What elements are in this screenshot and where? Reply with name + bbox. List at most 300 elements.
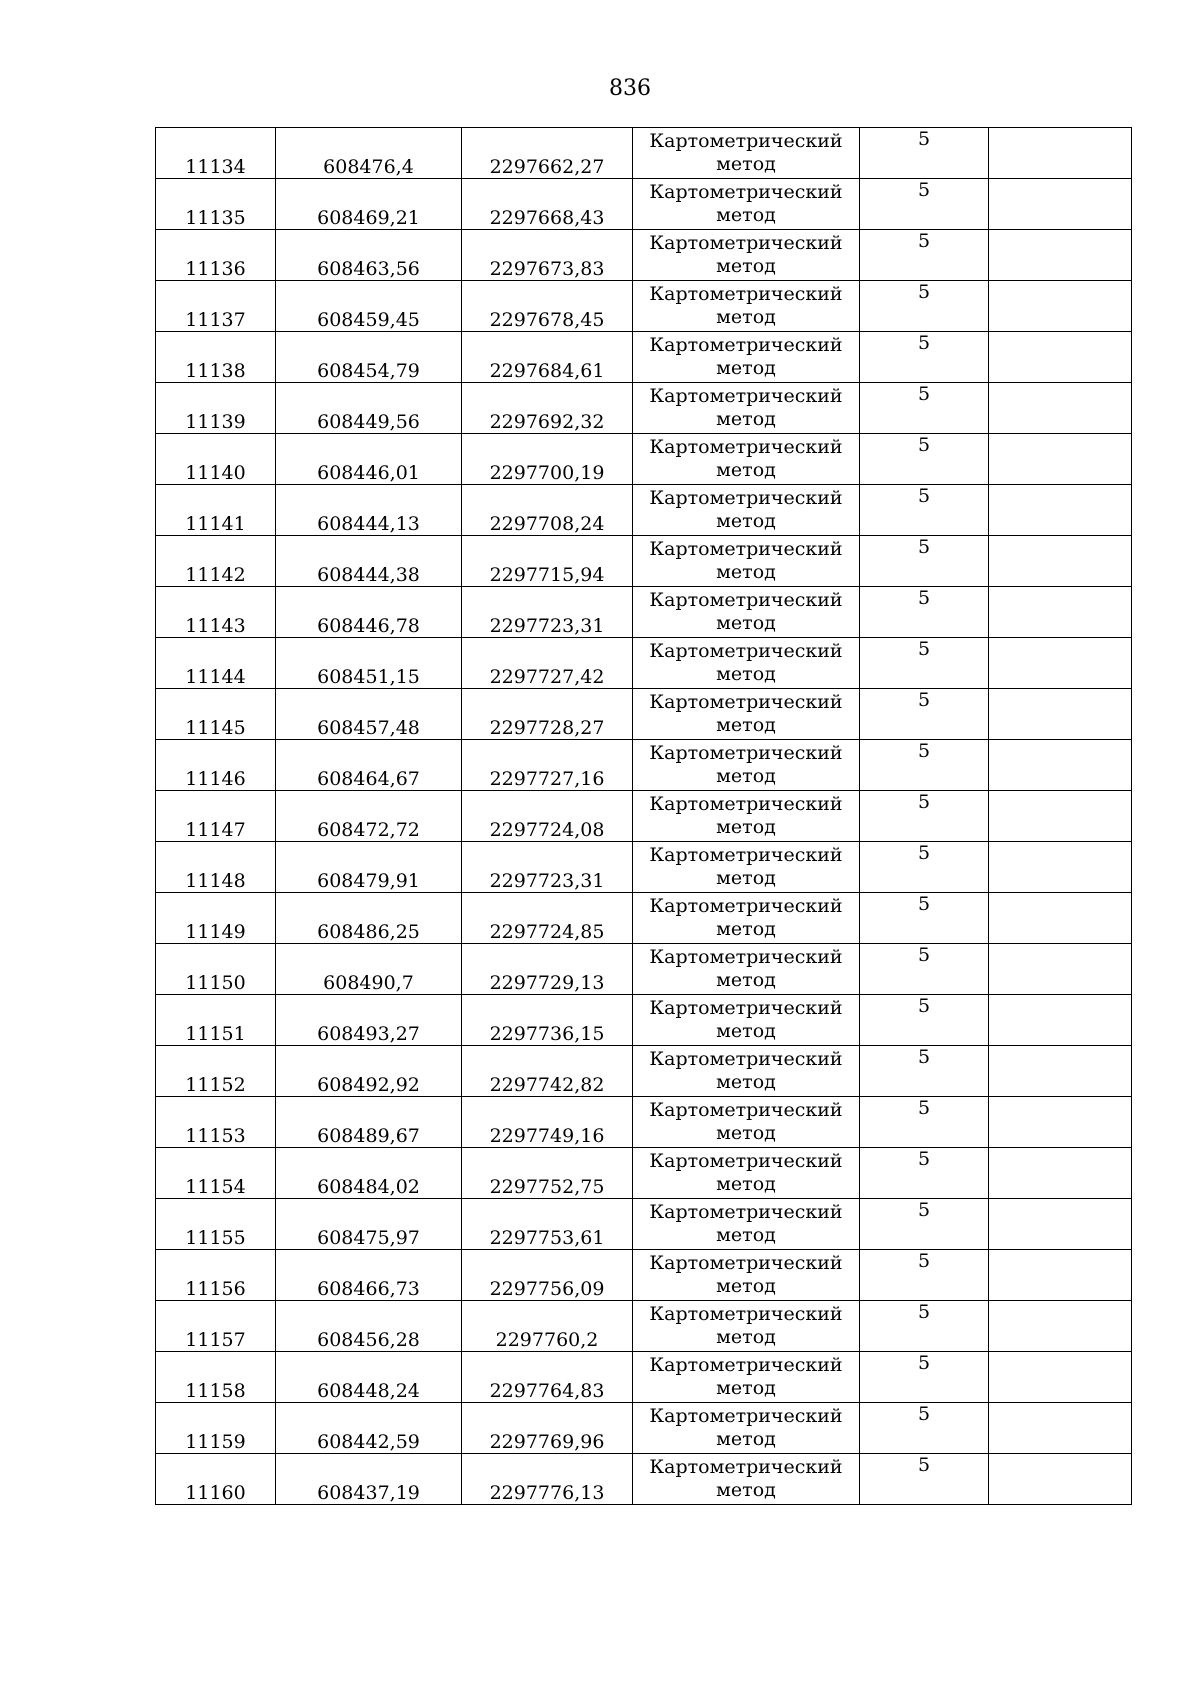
x-coordinate-cell: [276, 1403, 462, 1454]
table-row: [156, 536, 1132, 587]
table-row: [156, 1454, 1132, 1505]
method-label-line1: Картометрический: [649, 538, 843, 560]
method-cell: [633, 1454, 860, 1505]
point-id-cell: [156, 128, 276, 179]
y-coordinate-value: 2297715,94: [489, 564, 605, 586]
accuracy-cell: [860, 638, 989, 689]
extra-cell: [989, 485, 1132, 536]
method-label-line2: метод: [716, 1071, 776, 1093]
accuracy-value: 5: [917, 230, 931, 252]
accuracy-cell: [860, 791, 989, 842]
y-coordinate-cell: [462, 1454, 633, 1505]
method-cell: [633, 944, 860, 995]
table-row: [156, 1352, 1132, 1403]
method-cell: [633, 587, 860, 638]
method-label-line1: Картометрический: [649, 1048, 843, 1070]
y-coordinate-cell: [462, 1148, 633, 1199]
accuracy-cell: [860, 995, 989, 1046]
method-label-line2: метод: [716, 510, 776, 532]
x-coordinate-value: 608444,13: [317, 513, 420, 535]
method-label-line1: Картометрический: [649, 1456, 843, 1478]
table-row: [156, 281, 1132, 332]
x-coordinate-cell: [276, 944, 462, 995]
x-coordinate-cell: [276, 638, 462, 689]
y-coordinate-cell: [462, 893, 633, 944]
extra-cell: [989, 230, 1132, 281]
x-coordinate-value: 608475,97: [317, 1227, 420, 1249]
method-label-line1: Картометрический: [649, 742, 843, 764]
y-coordinate-cell: [462, 230, 633, 281]
table-row: [156, 383, 1132, 434]
y-coordinate-value: 2297764,83: [489, 1380, 605, 1402]
method-cell: [633, 1250, 860, 1301]
method-cell: [633, 434, 860, 485]
point-id-value: 11142: [185, 564, 246, 586]
point-id-cell: [156, 179, 276, 230]
extra-cell: [989, 1199, 1132, 1250]
accuracy-cell: [860, 128, 989, 179]
accuracy-value: 5: [917, 485, 931, 507]
method-label-line1: Картометрический: [649, 334, 843, 356]
extra-cell: [989, 1046, 1132, 1097]
point-id-cell: [156, 536, 276, 587]
method-cell: [633, 1352, 860, 1403]
y-coordinate-value: 2297727,16: [489, 768, 605, 790]
extra-cell: [989, 638, 1132, 689]
y-coordinate-cell: [462, 332, 633, 383]
x-coordinate-cell: [276, 1301, 462, 1352]
method-cell: [633, 1097, 860, 1148]
accuracy-value: 5: [917, 740, 931, 762]
point-id-cell: [156, 434, 276, 485]
y-coordinate-cell: [462, 1097, 633, 1148]
x-coordinate-value: 608457,48: [317, 717, 420, 739]
x-coordinate-cell: [276, 128, 462, 179]
x-coordinate-cell: [276, 995, 462, 1046]
point-id-value: 11145: [185, 717, 246, 739]
x-coordinate-value: 608484,02: [317, 1176, 420, 1198]
point-id-value: 11156: [185, 1278, 246, 1300]
point-id-cell: [156, 842, 276, 893]
method-cell: [633, 1148, 860, 1199]
accuracy-cell: [860, 842, 989, 893]
x-coordinate-cell: [276, 536, 462, 587]
extra-cell: [989, 179, 1132, 230]
accuracy-value: 5: [917, 1352, 931, 1374]
method-cell: [633, 638, 860, 689]
y-coordinate-cell: [462, 842, 633, 893]
x-coordinate-value: 608489,67: [317, 1125, 420, 1147]
method-cell: [633, 1301, 860, 1352]
accuracy-cell: [860, 383, 989, 434]
method-label-line1: Картометрический: [649, 1354, 843, 1376]
method-cell: [633, 1403, 860, 1454]
accuracy-value: 5: [917, 281, 931, 303]
point-id-value: 11153: [185, 1125, 246, 1147]
method-label-line2: метод: [716, 1224, 776, 1246]
point-id-value: 11159: [185, 1431, 246, 1453]
x-coordinate-cell: [276, 587, 462, 638]
y-coordinate-value: 2297760,2: [495, 1329, 599, 1351]
method-label-line2: метод: [716, 1428, 776, 1450]
method-label-line1: Картометрический: [649, 283, 843, 305]
x-coordinate-cell: [276, 1097, 462, 1148]
accuracy-value: 5: [917, 1199, 931, 1221]
extra-cell: [989, 995, 1132, 1046]
accuracy-cell: [860, 1301, 989, 1352]
point-id-value: 11154: [185, 1176, 246, 1198]
accuracy-value: 5: [917, 893, 931, 915]
accuracy-value: 5: [917, 1301, 931, 1323]
method-label-line1: Картометрический: [649, 1405, 843, 1427]
extra-cell: [989, 587, 1132, 638]
method-label-line2: метод: [716, 1377, 776, 1399]
method-label-line1: Картометрический: [649, 997, 843, 1019]
point-id-cell: [156, 1097, 276, 1148]
table-row: [156, 689, 1132, 740]
y-coordinate-value: 2297753,61: [489, 1227, 605, 1249]
method-cell: [633, 1046, 860, 1097]
accuracy-value: 5: [917, 1097, 931, 1119]
method-label-line2: метод: [716, 255, 776, 277]
x-coordinate-value: 608466,73: [317, 1278, 420, 1300]
extra-cell: [989, 1403, 1132, 1454]
y-coordinate-cell: [462, 1403, 633, 1454]
x-coordinate-cell: [276, 485, 462, 536]
y-coordinate-value: 2297736,15: [489, 1023, 605, 1045]
accuracy-value: 5: [917, 1046, 931, 1068]
accuracy-value: 5: [917, 128, 931, 150]
point-id-value: 11157: [185, 1329, 246, 1351]
method-cell: [633, 179, 860, 230]
accuracy-cell: [860, 332, 989, 383]
method-cell: [633, 536, 860, 587]
point-id-cell: [156, 791, 276, 842]
y-coordinate-value: 2297776,13: [489, 1482, 605, 1504]
method-cell: [633, 740, 860, 791]
method-label-line2: метод: [716, 1326, 776, 1348]
method-label-line2: метод: [716, 459, 776, 481]
x-coordinate-value: 608492,92: [317, 1074, 420, 1096]
y-coordinate-cell: [462, 383, 633, 434]
x-coordinate-value: 608442,59: [317, 1431, 420, 1453]
method-label-line2: метод: [716, 1173, 776, 1195]
extra-cell: [989, 944, 1132, 995]
coordinates-table-body: [156, 128, 1132, 1505]
y-coordinate-cell: [462, 179, 633, 230]
method-cell: [633, 842, 860, 893]
point-id-value: 11144: [185, 666, 246, 688]
point-id-value: 11134: [185, 156, 246, 178]
method-cell: [633, 689, 860, 740]
accuracy-value: 5: [917, 944, 931, 966]
table-row: [156, 995, 1132, 1046]
point-id-value: 11146: [185, 768, 246, 790]
method-label-line1: Картометрический: [649, 1150, 843, 1172]
table-row: [156, 638, 1132, 689]
accuracy-cell: [860, 179, 989, 230]
x-coordinate-cell: [276, 791, 462, 842]
x-coordinate-value: 608454,79: [317, 360, 420, 382]
y-coordinate-value: 2297723,31: [489, 615, 605, 637]
method-label-line1: Картометрический: [649, 181, 843, 203]
method-label-line1: Картометрический: [649, 844, 843, 866]
method-cell: [633, 128, 860, 179]
method-cell: [633, 893, 860, 944]
method-cell: [633, 995, 860, 1046]
y-coordinate-value: 2297662,27: [489, 156, 605, 178]
method-label-line2: метод: [716, 1275, 776, 1297]
accuracy-cell: [860, 1046, 989, 1097]
point-id-cell: [156, 893, 276, 944]
x-coordinate-cell: [276, 281, 462, 332]
table-row: [156, 587, 1132, 638]
point-id-cell: [156, 332, 276, 383]
method-cell: [633, 1199, 860, 1250]
y-coordinate-cell: [462, 1301, 633, 1352]
point-id-cell: [156, 1301, 276, 1352]
extra-cell: [989, 893, 1132, 944]
x-coordinate-cell: [276, 842, 462, 893]
method-label-line1: Картометрический: [649, 130, 843, 152]
method-label-line2: метод: [716, 408, 776, 430]
accuracy-cell: [860, 1199, 989, 1250]
accuracy-cell: [860, 1250, 989, 1301]
accuracy-value: 5: [917, 1250, 931, 1272]
point-id-value: 11137: [185, 309, 246, 331]
accuracy-value: 5: [917, 689, 931, 711]
accuracy-value: 5: [917, 1403, 931, 1425]
point-id-cell: [156, 383, 276, 434]
method-label-line2: метод: [716, 612, 776, 634]
accuracy-value: 5: [917, 536, 931, 558]
accuracy-cell: [860, 230, 989, 281]
x-coordinate-cell: [276, 689, 462, 740]
point-id-cell: [156, 944, 276, 995]
point-id-cell: [156, 1148, 276, 1199]
y-coordinate-cell: [462, 587, 633, 638]
x-coordinate-cell: [276, 893, 462, 944]
method-label-line1: Картометрический: [649, 640, 843, 662]
table-row: [156, 1046, 1132, 1097]
x-coordinate-cell: [276, 740, 462, 791]
x-coordinate-value: 608446,78: [317, 615, 420, 637]
point-id-value: 11160: [185, 1482, 246, 1504]
table-row: [156, 791, 1132, 842]
accuracy-cell: [860, 1454, 989, 1505]
x-coordinate-cell: [276, 332, 462, 383]
method-label-line2: метод: [716, 714, 776, 736]
y-coordinate-cell: [462, 689, 633, 740]
accuracy-cell: [860, 536, 989, 587]
accuracy-cell: [860, 1097, 989, 1148]
y-coordinate-value: 2297673,83: [489, 258, 605, 280]
table-row: [156, 842, 1132, 893]
x-coordinate-value: 608437,19: [317, 1482, 420, 1504]
extra-cell: [989, 1250, 1132, 1301]
accuracy-value: 5: [917, 1454, 931, 1476]
page-number: 836: [609, 76, 651, 101]
x-coordinate-value: 608490,7: [323, 972, 414, 994]
method-label-line1: Картометрический: [649, 1201, 843, 1223]
method-cell: [633, 383, 860, 434]
table-row: [156, 332, 1132, 383]
point-id-cell: [156, 1403, 276, 1454]
y-coordinate-cell: [462, 1250, 633, 1301]
method-label-line2: метод: [716, 816, 776, 838]
y-coordinate-cell: [462, 1199, 633, 1250]
y-coordinate-value: 2297729,13: [489, 972, 605, 994]
y-coordinate-cell: [462, 638, 633, 689]
method-label-line1: Картометрический: [649, 385, 843, 407]
table-row: [156, 485, 1132, 536]
method-label-line1: Картометрический: [649, 232, 843, 254]
x-coordinate-value: 608446,01: [317, 462, 420, 484]
extra-cell: [989, 1352, 1132, 1403]
method-label-line1: Картометрический: [649, 589, 843, 611]
y-coordinate-cell: [462, 740, 633, 791]
x-coordinate-value: 608486,25: [317, 921, 420, 943]
y-coordinate-value: 2297692,32: [489, 411, 605, 433]
point-id-cell: [156, 1199, 276, 1250]
y-coordinate-value: 2297723,31: [489, 870, 605, 892]
extra-cell: [989, 383, 1132, 434]
x-coordinate-cell: [276, 1352, 462, 1403]
y-coordinate-cell: [462, 485, 633, 536]
method-label-line1: Картометрический: [649, 1252, 843, 1274]
x-coordinate-cell: [276, 1454, 462, 1505]
accuracy-cell: [860, 1403, 989, 1454]
accuracy-value: 5: [917, 1148, 931, 1170]
point-id-value: 11139: [185, 411, 246, 433]
point-id-value: 11152: [185, 1074, 246, 1096]
x-coordinate-value: 608451,15: [317, 666, 420, 688]
table-row: [156, 740, 1132, 791]
accuracy-cell: [860, 893, 989, 944]
x-coordinate-value: 608469,21: [317, 207, 420, 229]
method-label-line2: метод: [716, 204, 776, 226]
extra-cell: [989, 536, 1132, 587]
accuracy-cell: [860, 944, 989, 995]
accuracy-value: 5: [917, 638, 931, 660]
point-id-value: 11143: [185, 615, 246, 637]
extra-cell: [989, 1301, 1132, 1352]
point-id-value: 11140: [185, 462, 246, 484]
y-coordinate-value: 2297749,16: [489, 1125, 605, 1147]
method-cell: [633, 332, 860, 383]
extra-cell: [989, 689, 1132, 740]
extra-cell: [989, 1454, 1132, 1505]
method-label-line1: Картометрический: [649, 793, 843, 815]
accuracy-value: 5: [917, 383, 931, 405]
y-coordinate-value: 2297727,42: [489, 666, 605, 688]
table-row: [156, 1199, 1132, 1250]
table-row: [156, 434, 1132, 485]
y-coordinate-cell: [462, 536, 633, 587]
point-id-value: 11147: [185, 819, 246, 841]
method-label-line1: Картометрический: [649, 1303, 843, 1325]
accuracy-value: 5: [917, 842, 931, 864]
extra-cell: [989, 281, 1132, 332]
point-id-cell: [156, 587, 276, 638]
y-coordinate-value: 2297700,19: [489, 462, 605, 484]
x-coordinate-value: 608479,91: [317, 870, 420, 892]
x-coordinate-value: 608444,38: [317, 564, 420, 586]
x-coordinate-value: 608456,28: [317, 1329, 420, 1351]
y-coordinate-value: 2297742,82: [489, 1074, 605, 1096]
x-coordinate-cell: [276, 1250, 462, 1301]
method-label-line2: метод: [716, 306, 776, 328]
method-label-line1: Картометрический: [649, 691, 843, 713]
point-id-cell: [156, 1046, 276, 1097]
method-label-line2: метод: [716, 1479, 776, 1501]
accuracy-cell: [860, 689, 989, 740]
method-cell: [633, 485, 860, 536]
point-id-cell: [156, 995, 276, 1046]
extra-cell: [989, 434, 1132, 485]
accuracy-value: 5: [917, 179, 931, 201]
x-coordinate-cell: [276, 434, 462, 485]
y-coordinate-cell: [462, 995, 633, 1046]
point-id-value: 11135: [185, 207, 246, 229]
extra-cell: [989, 128, 1132, 179]
accuracy-cell: [860, 587, 989, 638]
method-label-line2: метод: [716, 663, 776, 685]
point-id-cell: [156, 1454, 276, 1505]
y-coordinate-cell: [462, 434, 633, 485]
extra-cell: [989, 740, 1132, 791]
table-row: [156, 230, 1132, 281]
table-row: [156, 1097, 1132, 1148]
accuracy-cell: [860, 281, 989, 332]
accuracy-value: 5: [917, 434, 931, 456]
method-label-line1: Картометрический: [649, 895, 843, 917]
x-coordinate-value: 608449,56: [317, 411, 420, 433]
point-id-value: 11148: [185, 870, 246, 892]
point-id-cell: [156, 485, 276, 536]
accuracy-cell: [860, 485, 989, 536]
y-coordinate-cell: [462, 944, 633, 995]
method-label-line1: Картометрический: [649, 1099, 843, 1121]
accuracy-cell: [860, 1148, 989, 1199]
point-id-value: 11150: [185, 972, 246, 994]
extra-cell: [989, 1148, 1132, 1199]
x-coordinate-value: 608476,4: [323, 156, 414, 178]
accuracy-value: 5: [917, 587, 931, 609]
x-coordinate-cell: [276, 1148, 462, 1199]
table-row: [156, 1148, 1132, 1199]
point-id-value: 11138: [185, 360, 246, 382]
point-id-cell: [156, 230, 276, 281]
method-label-line2: метод: [716, 867, 776, 889]
extra-cell: [989, 332, 1132, 383]
method-label-line2: метод: [716, 561, 776, 583]
y-coordinate-value: 2297756,09: [489, 1278, 605, 1300]
y-coordinate-cell: [462, 1352, 633, 1403]
accuracy-cell: [860, 1352, 989, 1403]
x-coordinate-value: 608448,24: [317, 1380, 420, 1402]
x-coordinate-value: 608463,56: [317, 258, 420, 280]
y-coordinate-value: 2297724,85: [489, 921, 605, 943]
point-id-cell: [156, 740, 276, 791]
table-row: [156, 179, 1132, 230]
x-coordinate-value: 608464,67: [317, 768, 420, 790]
extra-cell: [989, 791, 1132, 842]
table-row: [156, 1250, 1132, 1301]
method-cell: [633, 230, 860, 281]
accuracy-value: 5: [917, 995, 931, 1017]
table-row: [156, 128, 1132, 179]
